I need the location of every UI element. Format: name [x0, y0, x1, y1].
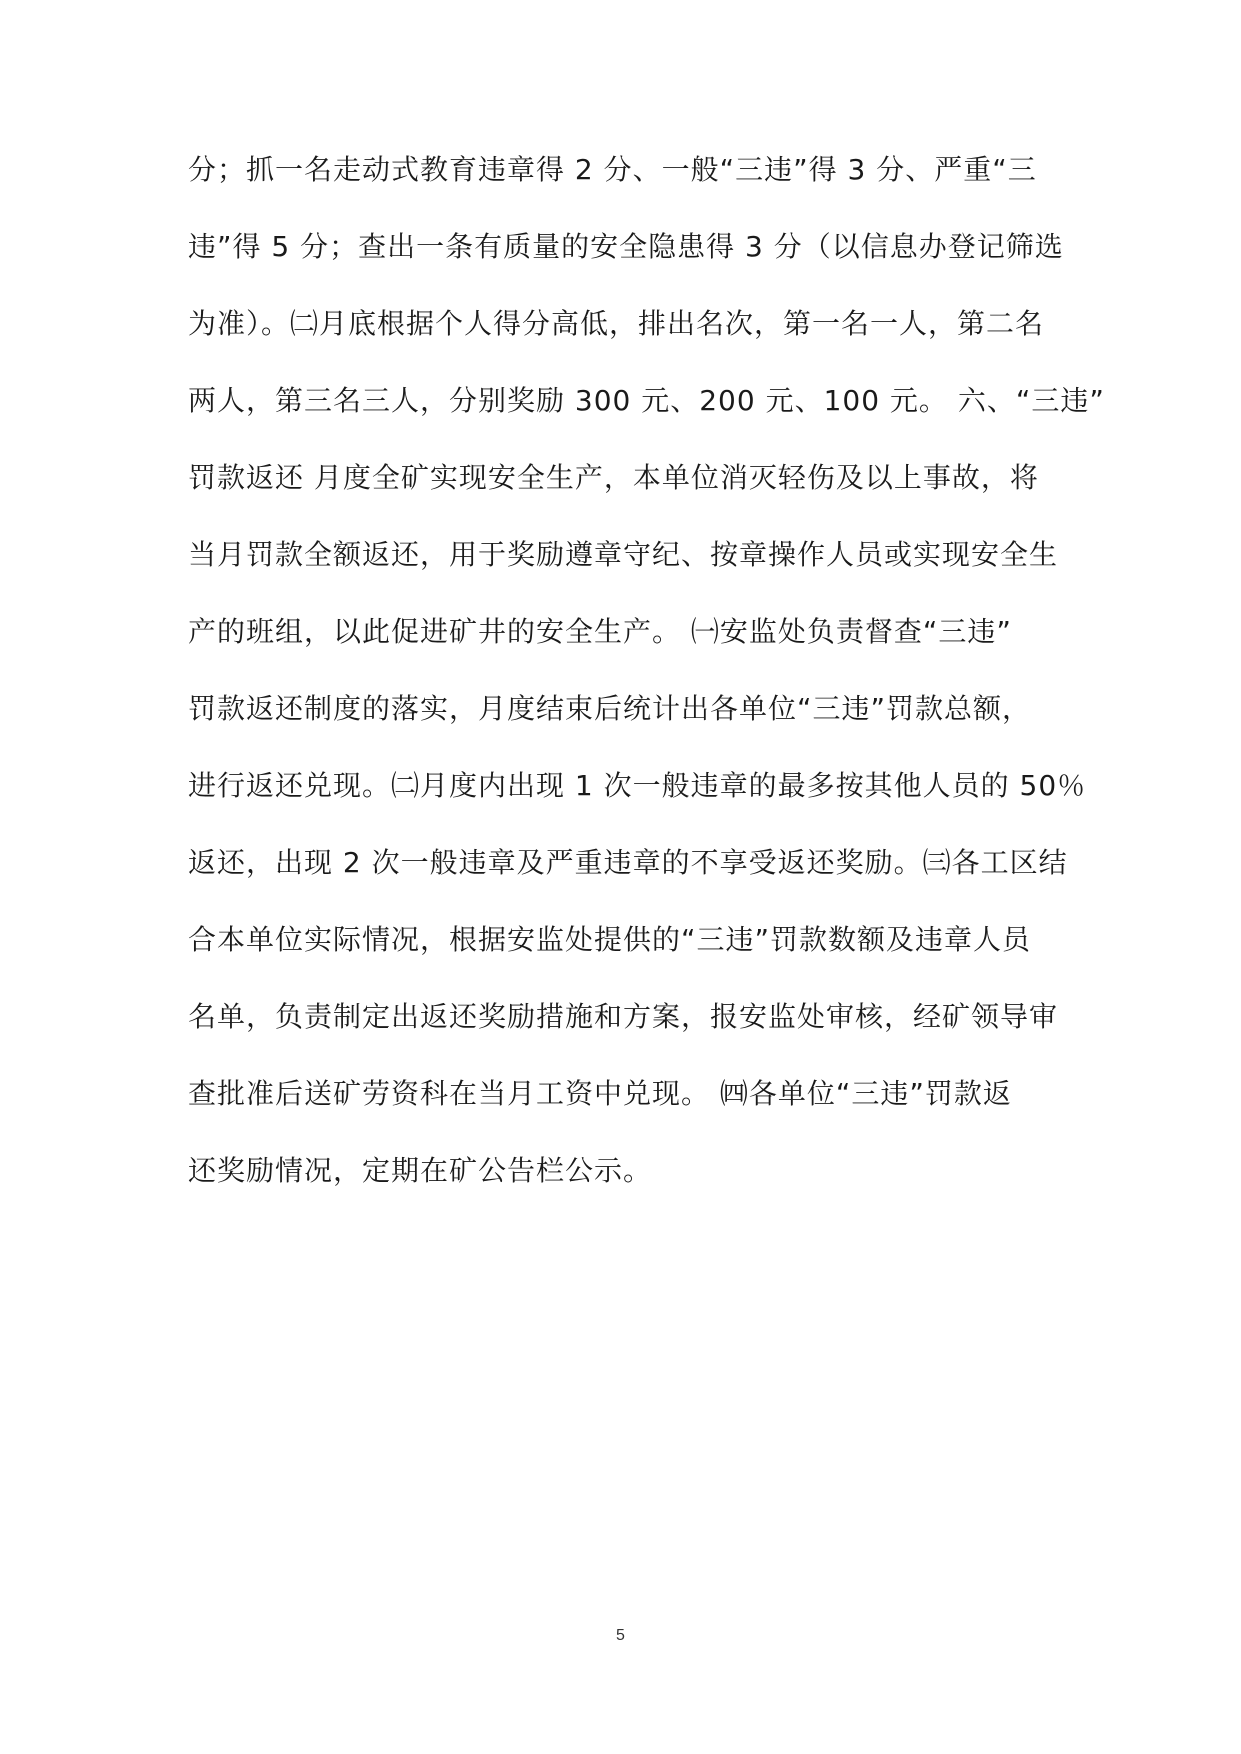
text-line: 进行返还兑现。㈡月度内出现 1 次一般违章的最多按其他人员的 50％ — [188, 769, 1087, 802]
body-text — [188, 145, 1105, 1223]
text-line: 为准）。㈡月底根据个人得分高低，排出名次，第一名一人，第二名 — [188, 307, 1045, 340]
page-number: 5 — [616, 1627, 625, 1644]
text-line: 违”得 5 分；查出一条有质量的安全隐患得 3 分（以信息办登记筛选 — [188, 230, 1064, 263]
text-line: 罚款返还 月度全矿实现安全生产，本单位消灭轻伤及以上事故，将 — [188, 461, 1039, 494]
text-line: 当月罚款全额返还，用于奖励遵章守纪、按章操作人员或实现安全生 — [188, 538, 1059, 571]
text-line: 名单，负责制定出返还奖励措施和方案，报安监处审核，经矿领导审 — [188, 1000, 1059, 1033]
text-line: 分；抓一名走动式教育违章得 2 分、一般“三违”得 3 分、严重“三 — [188, 153, 1037, 186]
text-line: 两人，第三名三人，分别奖励 300 元、200 元、100 元。 六、“三违” — [188, 384, 1105, 417]
text-line: 合本单位实际情况，根据安监处提供的“三违”罚款数额及违章人员 — [188, 923, 1032, 956]
text-line: 还奖励情况，定期在矿公告栏公示。 — [188, 1154, 653, 1187]
text-line: 查批准后送矿劳资科在当月工资中兑现。 ㈣各单位“三违”罚款返 — [188, 1077, 1012, 1110]
text-line: 返还，出现 2 次一般违章及严重违章的不享受返还奖励。㈢各工区结 — [188, 846, 1068, 879]
text-line: 罚款返还制度的落实，月度结束后统计出各单位“三违”罚款总额， — [188, 692, 1032, 725]
text-line: 产的班组，以此促进矿井的安全生产。 ㈠安监处负责督查“三违” — [188, 615, 1012, 648]
